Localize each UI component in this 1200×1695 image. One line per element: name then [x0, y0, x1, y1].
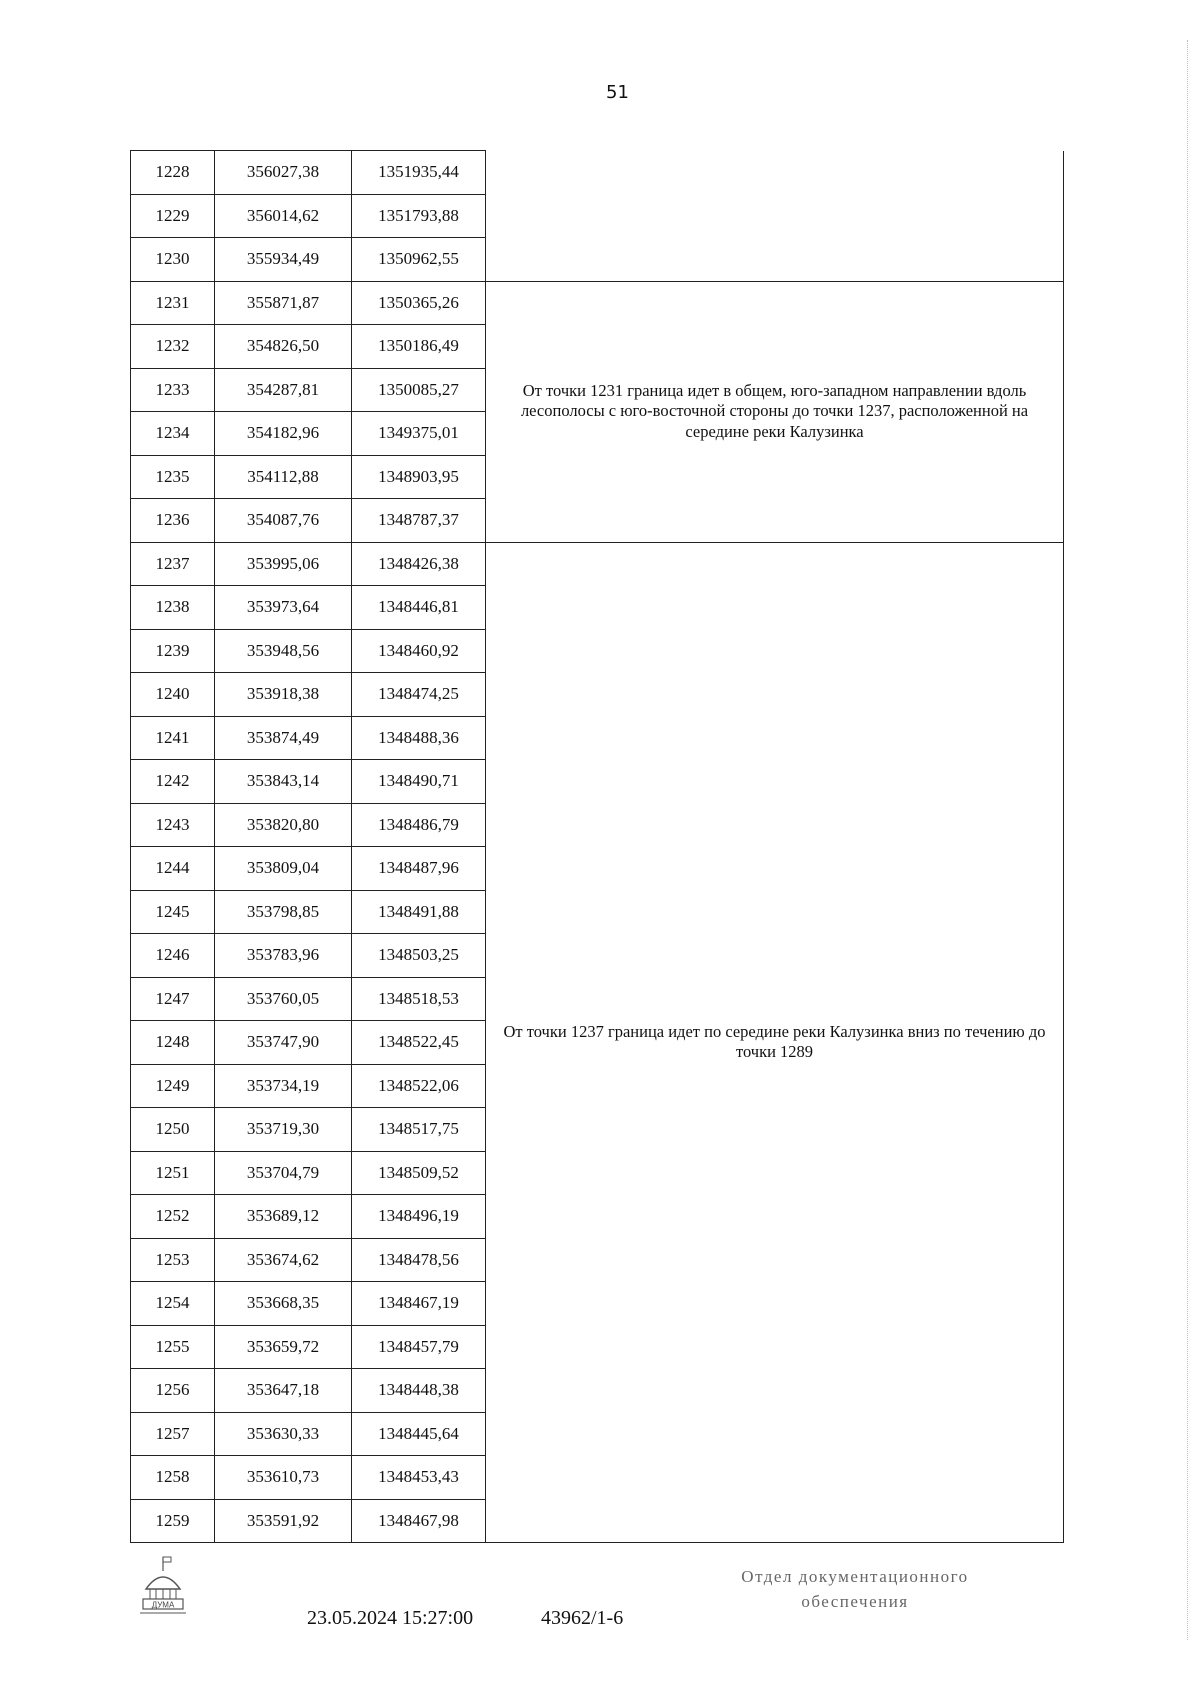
point-number-cell: 1237	[131, 542, 215, 586]
boundary-description-cell: От точки 1231 граница идет в общем, юго-западном направлении вдоль лесополосы с юго-восточной стороны до точки 1237, расположенной на середине реки Калузинка	[486, 281, 1064, 542]
x-coordinate-cell: 353995,06	[215, 542, 352, 586]
x-coordinate-cell: 356027,38	[215, 151, 352, 195]
x-coordinate-cell: 353874,49	[215, 716, 352, 760]
x-coordinate-cell: 353647,18	[215, 1369, 352, 1413]
y-coordinate-cell: 1350085,27	[352, 368, 486, 412]
point-number-cell: 1252	[131, 1195, 215, 1239]
x-coordinate-cell: 354287,81	[215, 368, 352, 412]
y-coordinate-cell: 1348787,37	[352, 499, 486, 543]
x-coordinate-cell: 353674,62	[215, 1238, 352, 1282]
department-stamp	[700, 1565, 1010, 1614]
x-coordinate-cell: 354826,50	[215, 325, 352, 369]
y-coordinate-cell: 1348426,38	[352, 542, 486, 586]
point-number-cell: 1238	[131, 586, 215, 630]
x-coordinate-cell: 353630,33	[215, 1412, 352, 1456]
point-number-cell: 1259	[131, 1499, 215, 1543]
x-coordinate-cell: 354112,88	[215, 455, 352, 499]
point-number-cell: 1257	[131, 1412, 215, 1456]
y-coordinate-cell: 1348903,95	[352, 455, 486, 499]
y-coordinate-cell: 1348503,25	[352, 934, 486, 978]
y-coordinate-cell: 1350186,49	[352, 325, 486, 369]
point-number-cell: 1242	[131, 760, 215, 804]
footer	[0, 1555, 1200, 1665]
point-number-cell: 1255	[131, 1325, 215, 1369]
x-coordinate-cell: 353809,04	[215, 847, 352, 891]
y-coordinate-cell: 1348509,52	[352, 1151, 486, 1195]
point-number-cell: 1248	[131, 1021, 215, 1065]
y-coordinate-cell: 1348491,88	[352, 890, 486, 934]
point-number-cell: 1247	[131, 977, 215, 1021]
y-coordinate-cell: 1349375,01	[352, 412, 486, 456]
point-number-cell: 1228	[131, 151, 215, 195]
y-coordinate-cell: 1351793,88	[352, 194, 486, 238]
y-coordinate-cell: 1348467,98	[352, 1499, 486, 1543]
x-coordinate-cell: 353689,12	[215, 1195, 352, 1239]
stamp-line-2: обеспечения	[801, 1591, 909, 1611]
document-id: 43962/1-6	[541, 1607, 624, 1629]
point-number-cell: 1239	[131, 629, 215, 673]
x-coordinate-cell: 353973,64	[215, 586, 352, 630]
y-coordinate-cell: 1348445,64	[352, 1412, 486, 1456]
y-coordinate-cell: 1348474,25	[352, 673, 486, 717]
y-coordinate-cell: 1348488,36	[352, 716, 486, 760]
logo-text: ДУМА	[151, 1600, 175, 1610]
x-coordinate-cell: 353734,19	[215, 1064, 352, 1108]
point-number-cell: 1250	[131, 1108, 215, 1152]
x-coordinate-cell: 353668,35	[215, 1282, 352, 1326]
y-coordinate-cell: 1348522,45	[352, 1021, 486, 1065]
y-coordinate-cell: 1348517,75	[352, 1108, 486, 1152]
point-number-cell: 1246	[131, 934, 215, 978]
point-number-cell: 1233	[131, 368, 215, 412]
boundary-description-cell	[486, 151, 1064, 282]
point-number-cell: 1253	[131, 1238, 215, 1282]
point-number-cell: 1240	[131, 673, 215, 717]
point-number-cell: 1249	[131, 1064, 215, 1108]
duma-logo-icon	[138, 1555, 188, 1615]
y-coordinate-cell: 1348453,43	[352, 1456, 486, 1500]
x-coordinate-cell: 353704,79	[215, 1151, 352, 1195]
y-coordinate-cell: 1348448,38	[352, 1369, 486, 1413]
page-number: 51	[606, 82, 629, 103]
y-coordinate-cell: 1348487,96	[352, 847, 486, 891]
y-coordinate-cell: 1348490,71	[352, 760, 486, 804]
x-coordinate-cell: 353591,92	[215, 1499, 352, 1543]
point-number-cell: 1251	[131, 1151, 215, 1195]
table-row	[131, 542, 1064, 586]
y-coordinate-cell: 1348486,79	[352, 803, 486, 847]
point-number-cell: 1229	[131, 194, 215, 238]
table-row	[131, 151, 1064, 195]
point-number-cell: 1232	[131, 325, 215, 369]
x-coordinate-cell: 355871,87	[215, 281, 352, 325]
x-coordinate-cell: 355934,49	[215, 238, 352, 282]
x-coordinate-cell: 353843,14	[215, 760, 352, 804]
point-number-cell: 1231	[131, 281, 215, 325]
x-coordinate-cell: 353918,38	[215, 673, 352, 717]
point-number-cell: 1244	[131, 847, 215, 891]
y-coordinate-cell: 1348496,19	[352, 1195, 486, 1239]
timestamp: 23.05.2024 15:27:00	[307, 1607, 474, 1629]
x-coordinate-cell: 354087,76	[215, 499, 352, 543]
y-coordinate-cell: 1348457,79	[352, 1325, 486, 1369]
x-coordinate-cell: 353760,05	[215, 977, 352, 1021]
y-coordinate-cell: 1350962,55	[352, 238, 486, 282]
x-coordinate-cell: 353747,90	[215, 1021, 352, 1065]
y-coordinate-cell: 1348467,19	[352, 1282, 486, 1326]
point-number-cell: 1245	[131, 890, 215, 934]
boundary-coordinates-table	[130, 150, 1064, 1543]
point-number-cell: 1234	[131, 412, 215, 456]
y-coordinate-cell: 1350365,26	[352, 281, 486, 325]
point-number-cell: 1236	[131, 499, 215, 543]
point-number-cell: 1258	[131, 1456, 215, 1500]
table-body	[131, 151, 1064, 1543]
x-coordinate-cell: 353783,96	[215, 934, 352, 978]
x-coordinate-cell: 354182,96	[215, 412, 352, 456]
y-coordinate-cell: 1348518,53	[352, 977, 486, 1021]
y-coordinate-cell: 1348446,81	[352, 586, 486, 630]
stamp-line-1: Отдел документационного	[741, 1567, 969, 1586]
point-number-cell: 1256	[131, 1369, 215, 1413]
y-coordinate-cell: 1348478,56	[352, 1238, 486, 1282]
x-coordinate-cell: 353610,73	[215, 1456, 352, 1500]
x-coordinate-cell: 353820,80	[215, 803, 352, 847]
scan-margin	[1183, 40, 1188, 1640]
point-number-cell: 1254	[131, 1282, 215, 1326]
y-coordinate-cell: 1348460,92	[352, 629, 486, 673]
point-number-cell: 1230	[131, 238, 215, 282]
boundary-description-cell: От точки 1237 граница идет по середине реки Калузинка вниз по течению до точки 1289	[486, 542, 1064, 1543]
y-coordinate-cell: 1348522,06	[352, 1064, 486, 1108]
point-number-cell: 1241	[131, 716, 215, 760]
x-coordinate-cell: 353659,72	[215, 1325, 352, 1369]
table-row	[131, 281, 1064, 325]
x-coordinate-cell: 353948,56	[215, 629, 352, 673]
y-coordinate-cell: 1351935,44	[352, 151, 486, 195]
point-number-cell: 1235	[131, 455, 215, 499]
x-coordinate-cell: 353719,30	[215, 1108, 352, 1152]
point-number-cell: 1243	[131, 803, 215, 847]
x-coordinate-cell: 356014,62	[215, 194, 352, 238]
x-coordinate-cell: 353798,85	[215, 890, 352, 934]
